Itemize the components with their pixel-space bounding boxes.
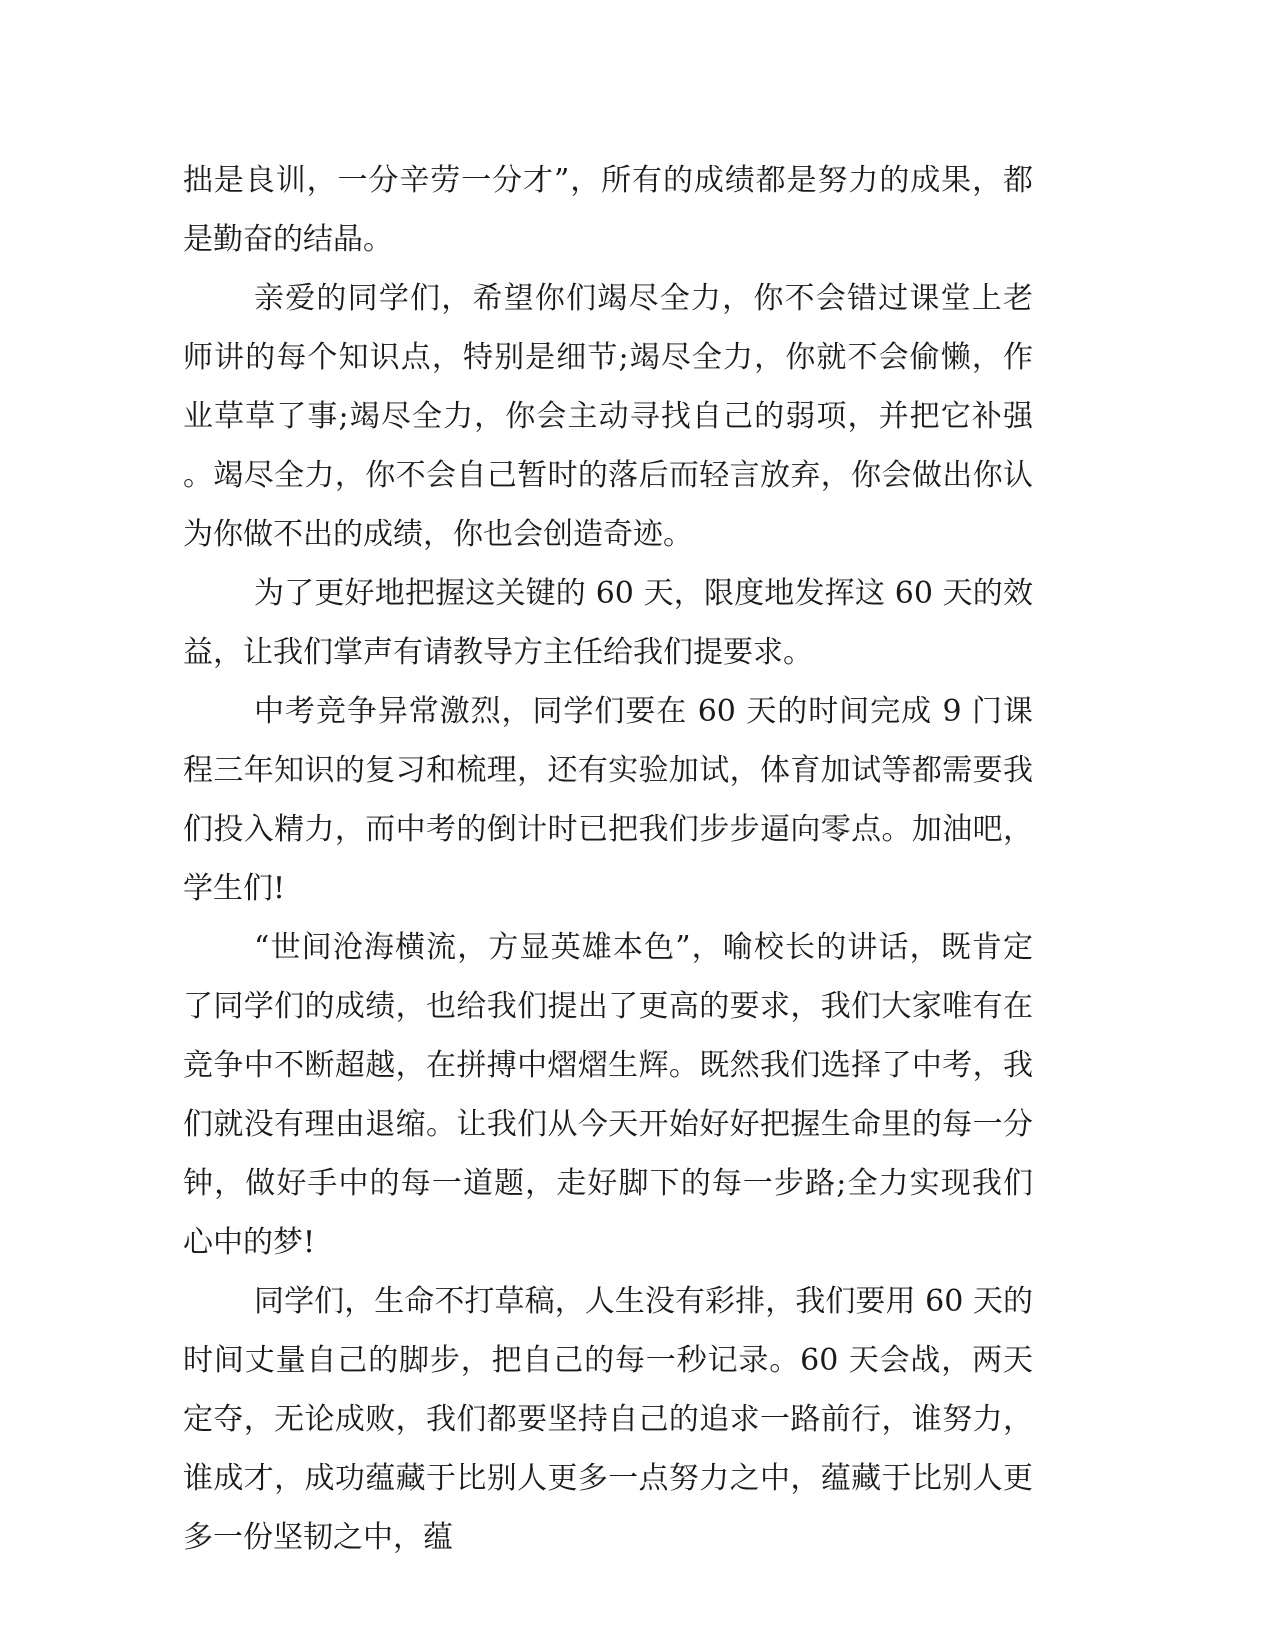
paragraph-4: 中考竞争异常激烈，同学们要在 60 天的时间完成 9 门课程三年知识的复习和梳理，还有实验加试，体育加试等都需要我们投入精力，而中考的倒计时已把我们步步逼向零点。加油吧，学生们! <box>183 694 1033 906</box>
paragraph-6: 同学们，生命不打草稿，人生没有彩排，我们要用 60 天的时间丈量自己的脚步，把自己的每一秒记录。60 天会战，两天定夺，无论成败，我们都要坚持自己的追求一路前行，谁努力，谁成才，成功蕴藏于比别人更多一点努力之中，蕴藏于比别人更多一份坚韧之中，蕴 <box>183 1284 1033 1555</box>
paragraph-3: 为了更好地把握这关键的 60 天，限度地发挥这 60 天的效益，让我们掌声有请教导方主任给我们提要求。 <box>183 576 1033 670</box>
paragraph-2: 亲爱的同学们，希望你们竭尽全力，你不会错过课堂上老师讲的每个知识点，特别是细节;竭尽全力，你就不会偷懒，作业草草了事;竭尽全力，你会主动寻找自己的弱项，并把它补强。竭尽全力，你不会自己暂时的落后而轻言放弃，你会做出你认为你做不出的成绩，你也会创造奇迹。 <box>183 281 1033 552</box>
document-body <box>183 151 1033 1567</box>
paragraph-1: 拙是良训，一分辛劳一分才”，所有的成绩都是努力的成果，都是勤奋的结晶。 <box>183 163 1033 257</box>
paragraph-5: “世间沧海横流，方显英雄本色”，喻校长的讲话，既肯定了同学们的成绩，也给我们提出了更高的要求，我们大家唯有在竞争中不断超越，在拼搏中熠熠生辉。既然我们选择了中考，我们就没有理由退缩。让我们从今天开始好好把握生命里的每一分钟，做好手中的每一道题，走好脚下的每一步路;全力实现我们心中的梦! <box>183 930 1033 1260</box>
